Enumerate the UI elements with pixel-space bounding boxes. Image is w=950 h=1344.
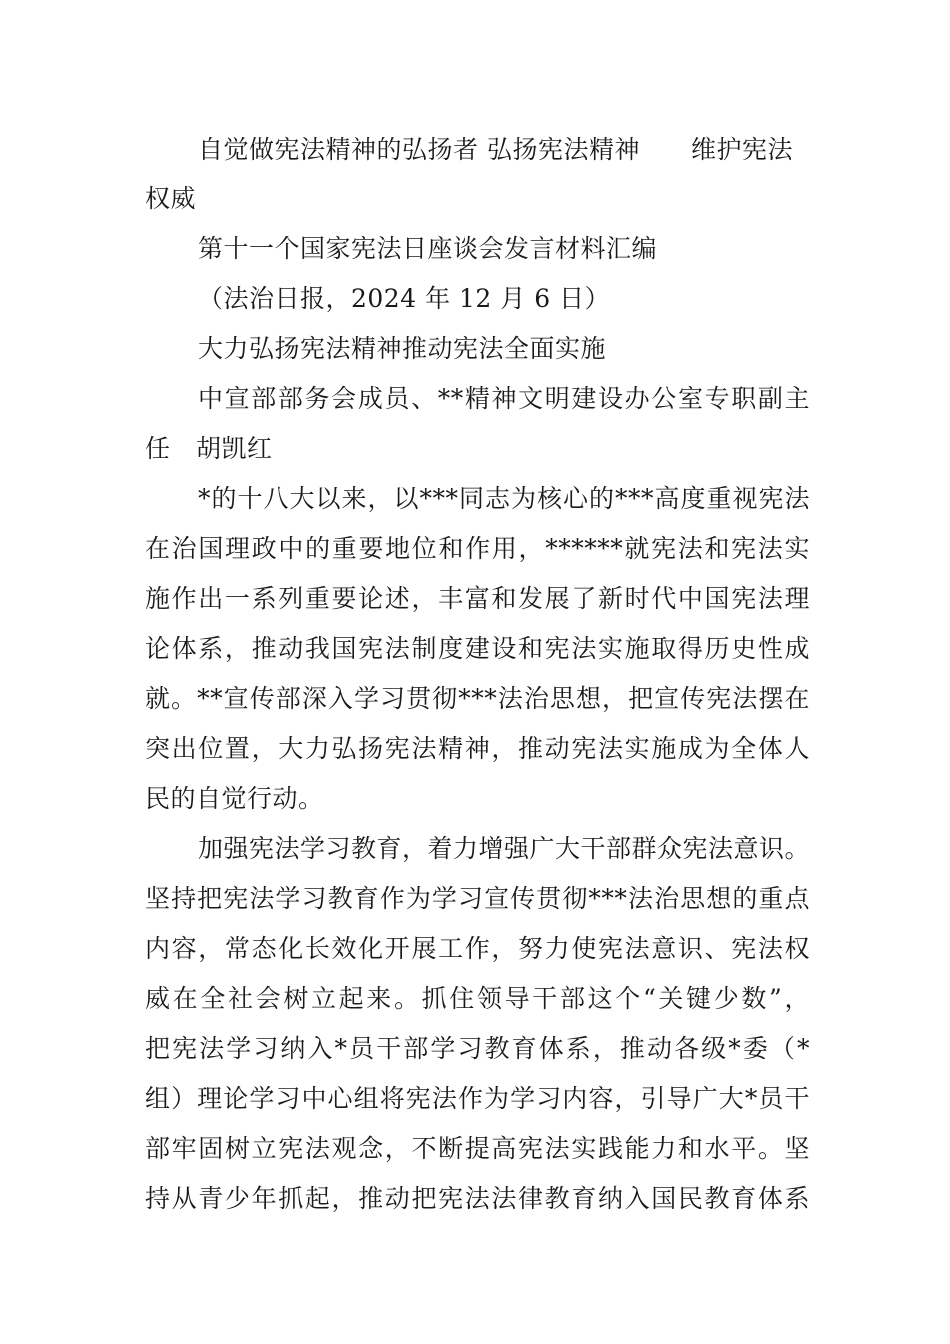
body-line: 组）理论学习中心组将宪法作为学习内容，引导广大*员干 (145, 1084, 810, 1113)
body-line: 坚持把宪法学习教育作为学习宣传贯彻***法治思想的重点 (145, 884, 810, 913)
body-line: 施作出一系列重要论述，丰富和发展了新时代中国宪法理 (145, 584, 810, 613)
body-line: 部牢固树立宪法观念，不断提高宪法实践能力和水平。坚 (145, 1134, 810, 1163)
body-line: 论体系，推动我国宪法制度建设和宪法实施取得历史性成 (145, 634, 810, 663)
body-line: 在治国理政中的重要地位和作用，******就宪法和宪法实 (145, 534, 810, 563)
body-line: 威在全社会树立起来。抓住领导干部这个“关键少数”， (145, 984, 810, 1013)
body-line: 持从青少年抓起，推动把宪法法律教育纳入国民教育体系 (145, 1184, 810, 1213)
body-line: 加强宪法学习教育，着力增强广大干部群众宪法意识。 (198, 834, 811, 863)
doc-title-line-1: 自觉做宪法精神的弘扬者 弘扬宪法精神 维护宪法 (198, 135, 793, 164)
body-line: *的十八大以来，以***同志为核心的***高度重视宪法 (198, 484, 810, 513)
body-line: 内容，常态化长效化开展工作，努力使宪法意识、宪法权 (145, 934, 810, 963)
body-line: 民的自觉行动。 (145, 784, 324, 813)
body-line: 把宪法学习纳入*员干部学习教育体系，推动各级*委（* (145, 1034, 810, 1063)
article-heading: 大力弘扬宪法精神推动宪法全面实施 (198, 334, 607, 363)
compilation-title: 第十一个国家宪法日座谈会发言材料汇编 (198, 234, 658, 263)
author-line-2: 任 胡凯红 (145, 434, 273, 463)
body-line: 就。**宣传部深入学习贯彻***法治思想，把宣传宪法摆在 (145, 684, 810, 713)
body-line: 突出位置，大力弘扬宪法精神，推动宪法实施成为全体人 (145, 734, 810, 763)
source-note: （法治日报，2024 年 12 月 6 日） (198, 284, 611, 313)
author-line-1: 中宣部部务会成员、**精神文明建设办公室专职副主 (198, 384, 810, 413)
doc-title-line-2: 权威 (145, 184, 197, 213)
